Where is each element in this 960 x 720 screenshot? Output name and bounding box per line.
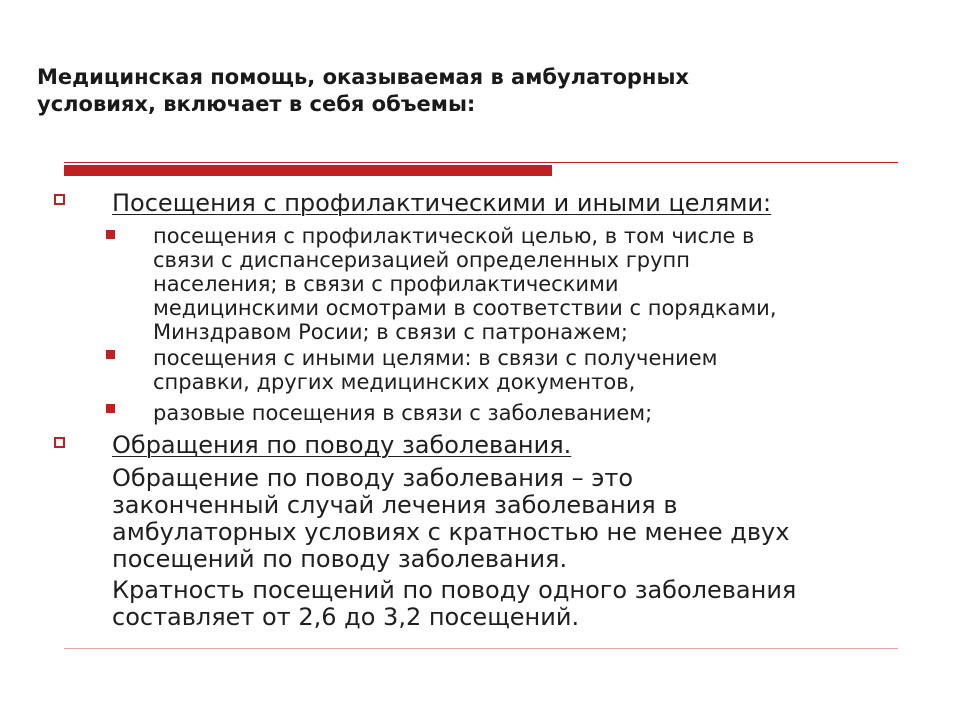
section-heading-visits: Посещения с профилактическими и иными целями: bbox=[112, 189, 772, 217]
divider-thin-top bbox=[64, 162, 898, 163]
paragraph-line: Обращение по поводу заболевания – это bbox=[112, 464, 634, 492]
filled-square-icon bbox=[106, 350, 115, 359]
list-item-line: посещения с иными целями: в связи с получением bbox=[153, 346, 718, 370]
paragraph-line: Кратность посещений по поводу одного заболевания bbox=[112, 576, 797, 604]
divider-bottom bbox=[64, 648, 898, 649]
slide-title-line-2: условиях, включает в себя объемы: bbox=[37, 92, 476, 116]
list-item-line: разовые посещения в связи с заболеванием; bbox=[153, 401, 653, 425]
list-item-line: Минздравом Росии; в связи с патронажем; bbox=[153, 320, 628, 344]
section-heading-appeals: Обращения по поводу заболевания. bbox=[112, 431, 572, 459]
list-item-line: населения; в связи с профилактическими bbox=[153, 272, 619, 296]
list-item-line: посещения с профилактической целью, в том числе в bbox=[153, 224, 755, 248]
paragraph-line: законченный случай лечения заболевания в bbox=[112, 491, 678, 519]
list-item-line: связи с диспансеризацией определенных групп bbox=[153, 248, 690, 272]
list-item-other-visits bbox=[153, 346, 893, 394]
filled-square-icon bbox=[106, 230, 115, 239]
frequency-paragraph bbox=[112, 577, 902, 631]
divider-thick-red-bar bbox=[64, 165, 552, 176]
list-item-single-visits bbox=[153, 401, 893, 425]
paragraph-line: амбулаторных условиях с кратностью не менее двух bbox=[112, 518, 790, 546]
paragraph-line: посещений по поводу заболевания. bbox=[112, 545, 568, 573]
slide-title-line-1: Медицинская помощь, оказываемая в амбулаторных bbox=[37, 65, 689, 89]
list-item-preventive-visits bbox=[153, 224, 893, 344]
hollow-square-icon bbox=[54, 194, 65, 205]
slide-title bbox=[37, 64, 897, 118]
list-item-line: справки, других медицинских документов, bbox=[153, 370, 636, 394]
list-item-line: медицинскими осмотрами в соответствии с порядками, bbox=[153, 296, 777, 320]
paragraph-line: составляет от 2,6 до 3,2 посещений. bbox=[112, 603, 580, 631]
hollow-square-icon bbox=[54, 437, 65, 448]
definition-paragraph bbox=[112, 465, 902, 573]
filled-square-icon bbox=[106, 404, 115, 413]
